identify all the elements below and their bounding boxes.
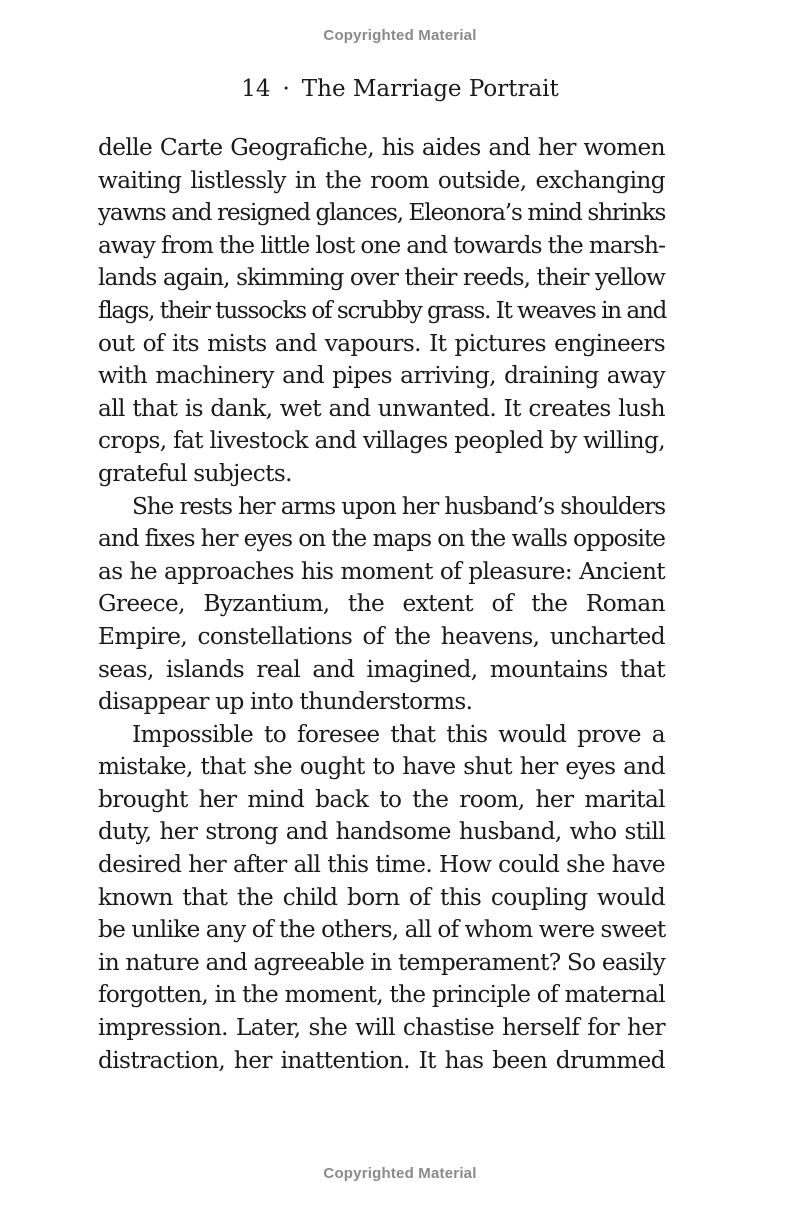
text-line: with machinery and pipes arriving, draining away — [98, 362, 665, 390]
header-separator: · — [282, 76, 290, 102]
text-line: Empire, constellations of the heavens, uncharted — [98, 622, 665, 650]
text-line: duty, her strong and handsome husband, who still — [98, 818, 665, 846]
text-line: mistake, that she ought to have shut her eyes and — [98, 753, 665, 781]
copyright-watermark-bottom: Copyrighted Material — [323, 1165, 477, 1182]
text-line: all that is dank, wet and unwanted. It creates lush — [98, 394, 665, 422]
text-line: crops, fat livestock and villages peopled by willing, — [98, 427, 665, 455]
book-title: The Marriage Portrait — [301, 76, 559, 102]
text-line: forgotten, in the moment, the principle of maternal — [98, 981, 665, 1009]
text-line: Impossible to foresee that this would prove a — [132, 720, 665, 748]
text-line: as he approaches his moment of pleasure: Ancient — [98, 557, 665, 585]
body-text — [98, 132, 665, 1077]
text-line: seas, islands real and imagined, mountains that — [98, 655, 665, 683]
page-number: 14 — [241, 76, 271, 102]
text-line: impression. Later, she will chastise herself for her — [98, 1014, 665, 1042]
text-line: Greece, Byzantium, the extent of the Roman — [98, 590, 665, 618]
text-line: delle Carte Geografiche, his aides and her women — [98, 134, 665, 161]
text-line: grateful subjects. — [98, 459, 292, 487]
text-line: lands again, skimming over their reeds, their yellow — [98, 264, 665, 292]
text-line: brought her mind back to the room, her marital — [98, 785, 665, 813]
text-line: waiting listlessly in the room outside, exchanging — [98, 166, 665, 194]
text-line: and fixes her eyes on the maps on the walls opposite — [98, 525, 665, 553]
text-line: yawns and resigned glances, Eleonora’s mind shrinks — [98, 199, 666, 227]
text-line: She rests her arms upon her husband’s shoulders — [132, 492, 665, 520]
text-line: away from the little lost one and towards the marsh- — [98, 231, 665, 259]
text-line: flags, their tussocks of scrubby grass. It weaves in and — [98, 296, 667, 324]
text-line: in nature and agreeable in temperament? So easily — [98, 948, 665, 976]
text-line: out of its mists and vapours. It pictures engineers — [98, 329, 665, 357]
text-line: distraction, her inattention. It has been drummed — [98, 1046, 665, 1074]
text-line: known that the child born of this coupling would — [98, 883, 665, 911]
text-line: be unlike any of the others, all of whom were sweet — [98, 916, 666, 944]
text-line: disappear up into thunderstorms. — [98, 688, 473, 716]
copyright-watermark-top: Copyrighted Material — [323, 27, 477, 44]
text-line: desired her after all this time. How could she have — [98, 851, 665, 879]
running-head — [0, 76, 800, 102]
